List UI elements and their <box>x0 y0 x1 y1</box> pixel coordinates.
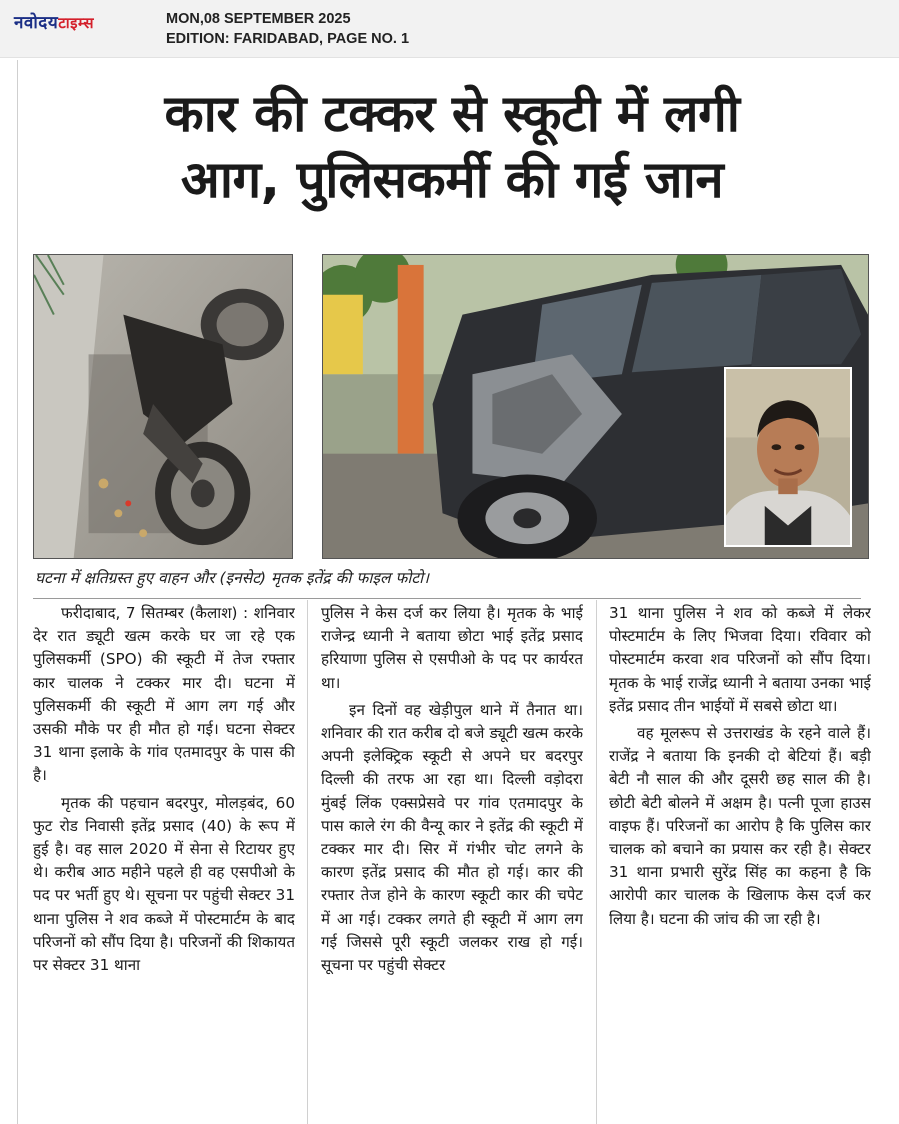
masthead-bar <box>0 0 899 58</box>
caption-divider <box>33 598 861 599</box>
column-3-paragraph-1: 31 थाना पुलिस ने शव को कब्जे में लेकर पोस्टमार्टम के लिए भिजवा दिया। रविवार को पोस्टमार्टम करवा शव परिजनों को सौंप दिया। मृतक के भाई राजेंद्र ध्यानी ने बताया उनका भाई इतेंद्र प्रसाद तीन भाईयों में सबसे छोटा था। <box>609 604 871 715</box>
photo-caption: घटना में क्षतिग्रस्त हुए वाहन और (इनसेट) मृतक इतेंद्र की फाइल फोटो। <box>35 569 430 587</box>
headline-line-2: आग, पुलिसकर्मी की गई जान <box>180 151 724 210</box>
column-separator-1 <box>307 600 308 1124</box>
damaged-car-photo <box>322 254 869 559</box>
victim-inset-photo <box>724 367 852 547</box>
headline-line-1: कार की टक्कर से स्कूटी में लगी <box>164 85 740 144</box>
page-left-border <box>17 60 18 1124</box>
logo-main-text: नवोदय <box>14 13 59 33</box>
article-column-2 <box>321 602 583 1124</box>
column-separator-2 <box>596 600 597 1124</box>
column-2-paragraph-1: पुलिस ने केस दर्ज कर लिया है। मृतक के भाई राजेन्द्र ध्यानी ने बताया छोटा भाई इतेंद्र प्रसाद हरियाणा पुलिस से एसपीओ के पद पर कार्यरत था। <box>321 604 583 692</box>
column-1-paragraph-1: फरीदाबाद, 7 सितम्बर (कैलाश) : शनिवार देर रात ड्यूटी खत्म करके घर जा रहे एक पुलिसकर्मी (SPO) की स्कूटी में तेज रफ्तार कार चालक ने टक्कर मार दी। घटना में पुलिसकर्मी की स्कूटी में आग लग गई और उसकी मौके पर ही मौत हो गई। घटना सेक्टर 31 थाना इलाके के गांव एतमादपुर के पास की है। <box>33 604 295 785</box>
victim-portrait-image <box>726 369 850 545</box>
publication-info <box>166 9 409 49</box>
article-headline <box>22 82 882 214</box>
scooter-wreck-photo <box>33 254 293 559</box>
edition-info: EDITION: FARIDABAD, PAGE NO. 1 <box>166 31 410 47</box>
scooter-wreck-image <box>34 255 292 558</box>
column-2-paragraph-2: इन दिनों वह खेड़ीपुल थाने में तैनात था। शनिवार की रात करीब दो बजे ड्यूटी खत्म करके अपनी इलेक्ट्रिक स्कूटी से अपने घर बदरपुर दिल्ली की तरफ आ रहा था। दिल्ली वड़ोदरा मुंबई लिंक एक्सप्रेसवे पर गांव एतमादपुर के पास काले रंग की वैन्यू कार ने इतेंद्र की स्कूटी में टक्कर मार दी। सिर में गंभीर चोट लगने के कारण इतेंद्र प्रसाद की मौत हो गई। कार की रफ्तार तेज होने के कारण स्कूटी कार की चपेट में आ गई। टक्कर लगते ही स्कूटी में आग लग गई जिससे पूरी स्कूटी जलकर राख हो गई। सूचना पर पहुंची सेक्टर <box>321 700 583 975</box>
article-column-3 <box>609 602 871 1124</box>
article-column-1 <box>33 602 295 1124</box>
column-3-paragraph-2: वह मूलरूप से उत्तराखंड के रहने वाले हैं। राजेंद्र ने बताया कि इनकी दो बेटियां हैं। बड़ी बेटी नौ साल की और दूसरी छह साल की है। छोटी बेटी बोलने में अक्षम है। पत्नी पूजा हाउस वाइफ हैं। परिजनों का आरोप है कि पुलिस कार चालक को बचाने का प्रयास कर रही है। सेक्टर 31 थाना प्रभारी सुरेंद्र सिंह का कहना है कि आरोपी कार चालक के खिलाफ केस दर्ज कर लिया है। घटना की जांच की जा रही है। <box>609 724 871 928</box>
column-1-paragraph-2: मृतक की पहचान बदरपुर, मोलड़बंद, 60 फुट रोड निवासी इतेंद्र प्रसाद (40) के रूप में हुई है। वह साल 2020 में सेना से रिटायर हुए थे। करीब आठ महीने पहले ही वह एसपीओ के पद पर भर्ती हुए थे। सूचना पर पहुंची सेक्टर 31 थाना पुलिस ने शव कब्जे में पोस्टमार्टम के बाद परिजनों को सौंप दिया है। परिजनों की शिकायत पर सेक्टर 31 थाना <box>33 793 295 975</box>
newspaper-logo[interactable] <box>14 10 94 33</box>
logo-second-text: टाइम्स <box>58 14 95 32</box>
publication-date: MON,08 SEPTEMBER 2025 <box>166 11 351 27</box>
